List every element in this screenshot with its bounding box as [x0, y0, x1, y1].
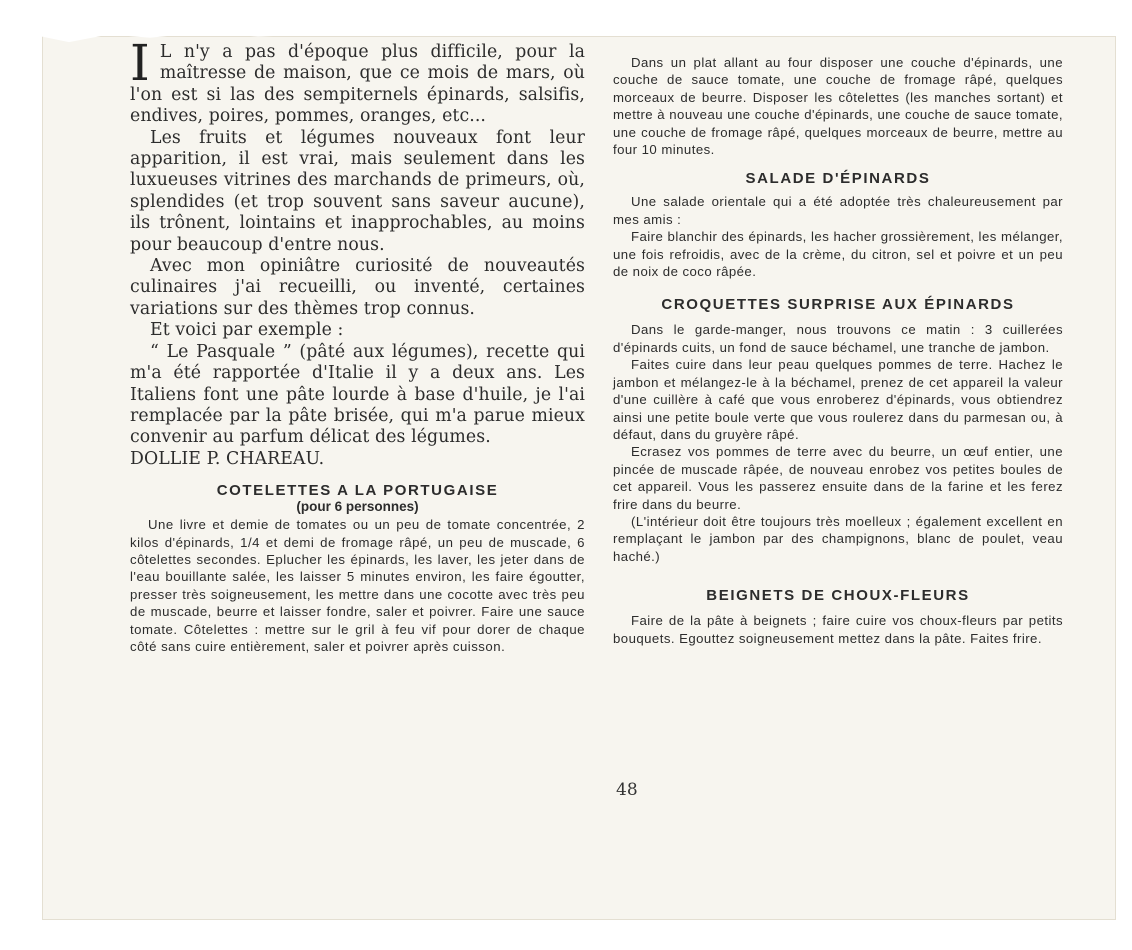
- recipe-paragraph: Ecrasez vos pommes de terre avec du beurre, un œuf entier, une pincée de muscade râpée, de nouveau enrobez vos petites boules de cet appareil. Vous les passerez ensuite dans de la farine et les ferez frire dans du beurre.: [613, 444, 1063, 512]
- intro-paragraph: Les fruits et légumes nouveaux font leur apparition, il est vrai, mais seulement dans les luxueuses vitrines des marchands de primeurs, où, splendides (et trop souvent sans saveur aucune), ils trônent, lointains et inapprochables, au moins pour beaucoup d'entre nous.: [130, 127, 585, 255]
- recipe-subtitle: (pour 6 personnes): [296, 499, 419, 515]
- recipe-paragraph: Dans le garde-manger, nous trouvons ce matin : 3 cuillerées d'épinards cuits, un fond de sauce béchamel, une tranche de jambon.: [613, 322, 1063, 355]
- recipe-paragraph: Une livre et demie de tomates ou un peu de tomate concentrée, 2 kilos d'épinards, 1/4 et demi de fromage râpé, un peu de muscade, 6 côtelettes secondes. Eplucher les épinards, les laver, les jeter dans de l'eau bouillante salée, les laisser 5 minutes environ, les faire égoutter, presser très soigneusement, les mettre dans une cocotte avec très peu de muscade, beurre et laisser fondre, saler et poivrer. Faire une sauce tomate. Côtelettes : mettre sur le gril à feu vif pour dorer de chaque côté sans cuire entièrement, saler et poivrer après cuisson.: [130, 517, 585, 654]
- intro-section: [130, 34, 585, 470]
- intro-paragraph: Et voici par exemple :: [150, 320, 344, 341]
- page-number: 48: [616, 780, 638, 800]
- recipe-paragraph: Faire de la pâte à beignets ; faire cuire vos choux-fleurs par petits bouquets. Egouttez soigneusement mettez dans la pâte. Faites frire.: [613, 613, 1063, 646]
- recipe-title: COTELETTES A LA PORTUGAISE: [216, 482, 499, 500]
- intro-paragraph: “ Le Pasquale ” (pâté aux légumes), recette qui m'a été rapportée d'Italie il y a deux ans. Les Italiens font une pâte lourde à base d'huile, je l'ai remplacée par la pâte brisée, qui m'a parue mieux convenir au parfum délicat des légumes.: [130, 341, 585, 448]
- author-signature: DOLLIE P. CHAREAU.: [130, 448, 325, 469]
- recipe-paragraph: Faire blanchir des épinards, les hacher grossièrement, les mélanger, une fois refroidis, avec de la crème, du citron, sel et poivre et un peu de noix de coco râpée.: [613, 229, 1063, 280]
- recipe-paragraph: Une salade orientale qui a été adoptée très chaleureusement par mes amis :: [613, 194, 1063, 227]
- recipe-cotelettes: [130, 482, 585, 655]
- intro-paragraph: Avec mon opiniâtre curiosité de nouveautés culinaires j'ai recueilli, ou inventé, certaines variations sur des thèmes trop connus.: [130, 256, 585, 319]
- recipe-title: CROQUETTES SURPRISE AUX ÉPINARDS: [661, 296, 1015, 314]
- recipe-salade: [613, 170, 1063, 280]
- recipe-paragraph: Faites cuire dans leur peau quelques pommes de terre. Hachez le jambon et mélangez-le à la béchamel, prenez de cet appareil la valeur d'une cuillère à café que vous enroberez d'épinards, vous obtiendrez ainsi une petite boule verte que vous roulerez dans du parmesan ou, à défaut, dans du gruyère râpé.: [613, 357, 1063, 442]
- recipe-title: SALADE D'ÉPINARDS: [745, 170, 931, 188]
- recipe-title: BEIGNETS DE CHOUX-FLEURS: [706, 587, 970, 605]
- right-column: [613, 54, 1063, 647]
- drop-cap: I: [130, 34, 150, 92]
- cotelettes-continuation: [613, 54, 1063, 158]
- recipe-paragraph: (L'intérieur doit être toujours très moelleux ; également excellent en remplaçant le jambon par des champignons, blanc de poulet, veau haché.): [613, 513, 1063, 564]
- recipe-beignets: [613, 587, 1063, 647]
- intro-first-paragraph: [130, 34, 585, 128]
- recipe-croquettes: [613, 296, 1063, 565]
- intro-first-paragraph-text: L n'y a pas d'époque plus difficile, pour la maîtresse de maison, que ce mois de mars, où l'on est si las des sempiternels épinards, salsifis, endives, poires, pommes, oranges, etc...: [130, 42, 585, 127]
- left-column: [130, 34, 585, 655]
- recipe-paragraph: Dans un plat allant au four disposer une couche d'épinards, une couche de sauce tomate, une couche de fromage râpé, quelques morceaux de beurre. Disposer les côtelettes (les manches sortant) et mettre à nouveau une couche d'épinards, une couche de sauce tomate, une couche de fromage râpé, quelques morceaux de beurre, mettre au four 10 minutes.: [613, 55, 1063, 158]
